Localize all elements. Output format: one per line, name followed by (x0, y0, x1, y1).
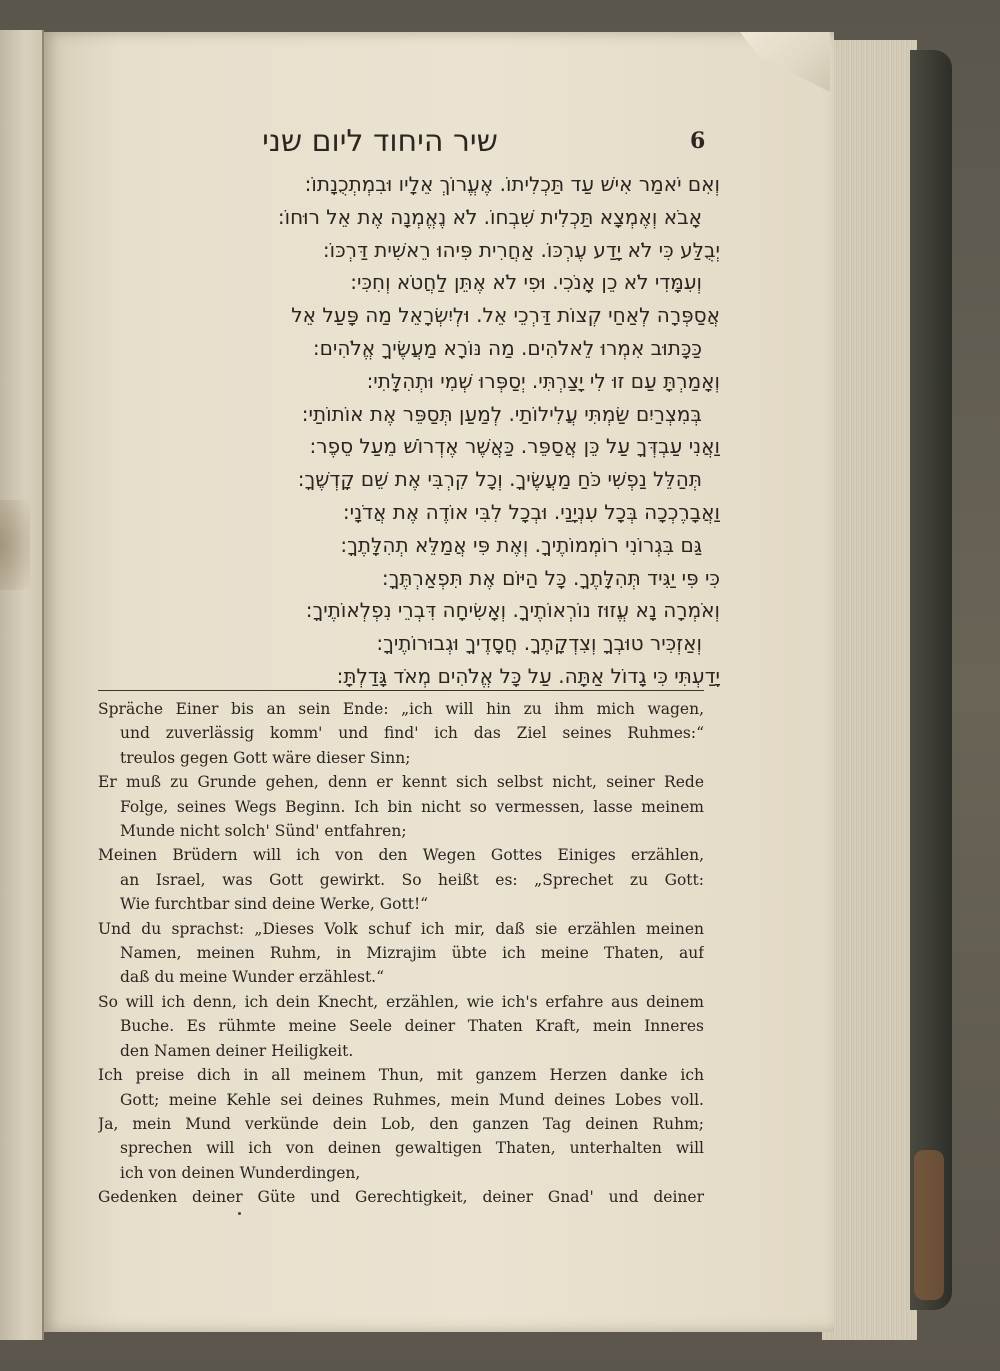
section-divider (98, 690, 704, 691)
book-cover (910, 50, 952, 1310)
hebrew-line: וְעִמָּדִי לֹא כֵן אָנֹכִי. וּפִי לֹא אֶתֵּן לַחֲטֹא וְחִכִּי: (350, 270, 702, 295)
german-line: daß du meine Wunder erzählest.“ (120, 968, 385, 987)
hebrew-line: כַּכָּתוּב אִמְרוּ לֵאלֹהִים. מַה נּוֹרָא מַעֲשֶׂיךָ אֱלֹהִים: (312, 335, 702, 360)
german-line: Ich preise dich in all meinem Thun, mit ganzem Herzen danke ich (98, 1066, 704, 1085)
german-line: Ja, mein Mund verkünde dein Lob, den ganzen Tag deinen Ruhm; (98, 1114, 704, 1133)
german-line: Spräche Einer bis an sein Ende: „ich will hin zu ihm mich wagen, (98, 700, 704, 718)
german-translation-block (98, 697, 704, 1210)
ink-speck (238, 1212, 241, 1215)
hebrew-line: כִּי פִּי יַגִּיד תְּהִלָּתֶךָ. כָּל הַיּוֹם אֶת תִּפְאַרְתֶּךָ: (381, 565, 720, 590)
hebrew-line: יָדַעְתִּי כִּי גָדוֹל אַתָּה. עַל כָּל אֱלֹהִים מְאֹד גָּדַלְתָּ: (336, 663, 720, 688)
german-line: ich von deinen Wunderdingen, (120, 1163, 361, 1182)
hebrew-line: וְאֹמְרָה נָא עֱזוּז נוֹרְאוֹתֶיךָ. וְאָשִׂיחָה דִּבְרֵי נִפְלְאוֹתֶיךָ: (305, 598, 720, 623)
german-line: an Israel, was Gott gewirkt. So heißt es: „Sprechet zu Gott: (120, 870, 704, 889)
german-line: sprechen will ich von deinen gewaltigen Thaten, unterhalten will (120, 1139, 704, 1158)
german-line: Und du sprachst: „Dieses Volk schuf ich mir, daß sie erzählen meinen (98, 919, 704, 938)
german-line: Meinen Brüdern will ich von den Wegen Gottes Einiges erzählen, (98, 846, 704, 865)
hebrew-line: אֲסַפְּרָה לְאַחַי קְצוֹת דַּרְכֵי אֵל. וּלְיִשְׂרָאֵל מַה פָּעַל אֵל (291, 303, 720, 328)
hebrew-verse-block (160, 168, 720, 693)
hebrew-line: גַּם בִּגְרוֹנִי רוֹמְמוֹתֶיךָ. וְאֶת פִּי אֲמַלֵּא תְהִלָּתֶךָ: (340, 532, 702, 557)
hebrew-line: יְבֻלַּע כִּי לֹא יָדַע עֶרְכּוֹ. אַחֲרִית פִּיהוּ רֵאשִׁית דַּרְכּוֹ: (322, 237, 720, 262)
german-line: So will ich denn, ich dein Knecht, erzählen, wie ich's erfahre aus deinem (98, 992, 704, 1011)
german-line: Munde nicht solch' Sünd' entfahren; (120, 822, 407, 841)
page-stack-edge (822, 40, 917, 1340)
page-title-hebrew: שיר היחוד ליום שני (262, 124, 498, 159)
german-line: Folge, seines Wegs Beginn. Ich bin nicht so vermessen, lasse meinem (120, 797, 704, 816)
german-line: treulos gegen Gott wäre dieser Sinn; (120, 748, 411, 767)
german-line: Buche. Es rühmte meine Seele deiner Thaten Kraft, mein Inneres (120, 1017, 704, 1036)
german-line: Er muß zu Grunde gehen, denn er kennt sich selbst nicht, seiner Rede (98, 773, 704, 792)
hebrew-line: וְאִם יֹאמַר אִישׁ עַד תַּכְלִיתוֹ. אֶעֱרוֹךְ אֵלָיו וּבִמְתְכֻנָתוֹ: (304, 172, 720, 196)
hebrew-line: וְאַזְכִּיר טוּבְךָ וְצִדְקָתֶךָ. חֲסָדֶיךָ וּגְבוּרוֹתֶיךָ: (376, 631, 702, 656)
hebrew-line: וְאָמַרְתָּ עַם זוּ לִי יָצַרְתִּי. יְסַפְּרוּ שְׁמִי וּתְהִלָּתִי: (366, 368, 720, 393)
german-line: und zuverlässig komm' und find' ich das Ziel seines Ruhmes:“ (120, 724, 704, 743)
german-line: Wie furchtbar sind deine Werke, Gott!“ (120, 895, 429, 914)
hebrew-line: אָבֹא וְאֶמְצָא תַּכְלִית שִׁבְחוֹ. לֹא נֶאֱמְנָה אֶת אֵל רוּחוֹ: (277, 204, 702, 229)
hebrew-line: וַאֲבָרֶכְכָה בְּכָל עִנְיָנַי. וּבְכָל לִבִּי אוֹדֶה אֶת אֲדֹנָי: (342, 499, 720, 524)
hebrew-line: תְּהַלֵּל נַפְשִׁי כֹּחַ מַעֲשֶׂיךָ. וְכָל קִרְבִּי אֶת שֵׁם קָדְשֶׁךָ: (297, 467, 702, 492)
german-line: Namen, meinen Ruhm, in Mizrajim übte ich meine Thaten, auf (120, 944, 704, 963)
german-line: Gott; meine Kehle sei deines Ruhmes, mein Mund deines Lobes voll. (120, 1090, 704, 1109)
hebrew-line: בְּמִצְרַיִם שַׂמְתִּי עֲלִילוֹתַי. לְמַעַן תְּסַפֵּר אֶת אוֹתוֹתַי: (301, 401, 702, 426)
left-page-edge (0, 30, 44, 1340)
page-number: 6 (690, 128, 706, 154)
german-line: den Namen deiner Heiligkeit. (120, 1041, 354, 1060)
hebrew-line: וַאֲנִי עַבְדְּךָ עַל כֵּן אֲסַפֵּר. כַּאֲשֶׁר אֶדְרוֹשׁ מֵעַל סֵפֶר: (309, 434, 720, 459)
left-page-stain (0, 500, 30, 590)
cover-wear-mark (914, 1150, 944, 1300)
german-line: Gedenken deiner Güte und Gerechtigkeit, deiner Gnad' und deiner (98, 1188, 704, 1207)
